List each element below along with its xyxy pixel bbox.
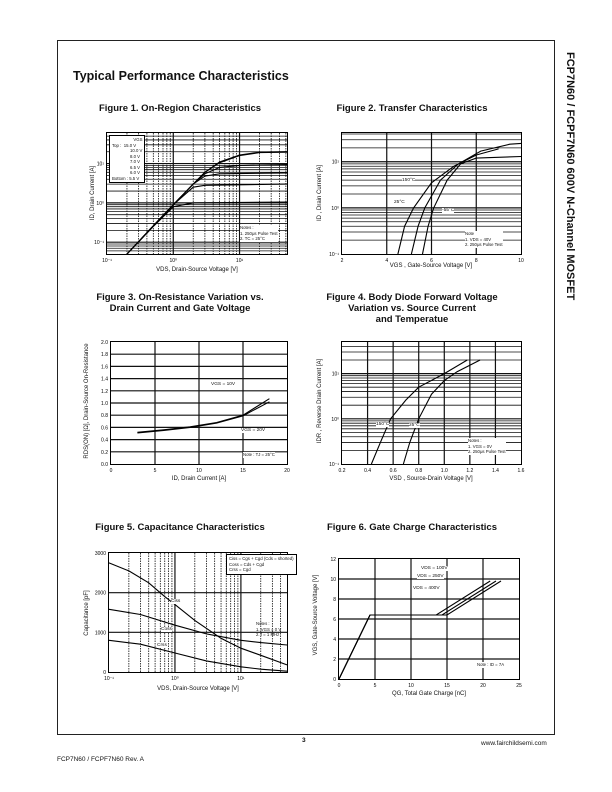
x-tick-label: 10⁰ (171, 676, 179, 682)
curve-label: VGS = 20V (241, 428, 266, 433)
figure-5-title: Figure 5. Capacitance Characteristics (95, 522, 265, 533)
chart-svg (101, 340, 290, 474)
legend-header: VGS (133, 137, 143, 142)
y-tick-label: 1000 (94, 630, 106, 637)
y-tick-label: 10⁰ (96, 200, 104, 207)
x-tick-label: 8 (474, 258, 478, 264)
figure-1-plot (94, 132, 288, 264)
x-tick-label: 1.4 (491, 468, 499, 474)
x-tick-label: 0 (109, 468, 113, 474)
y-tick-label: 0.0 (101, 462, 108, 468)
y-tick-label: 10¹ (331, 371, 339, 378)
x-tick-label: 10 (196, 468, 202, 474)
y-tick-label: 0.4 (101, 437, 108, 444)
x-tick-label: 0.6 (389, 468, 397, 474)
figure-3-title: Figure 3. On-Resistance Variation vs. Drain Current and Gate Voltage (96, 292, 264, 314)
note-line: Notes : (468, 438, 482, 443)
x-tick-label: 5 (153, 468, 157, 474)
notes: Note : TJ = 25°C (243, 452, 275, 457)
series-line (127, 184, 287, 254)
x-tick-label: 1.6 (517, 468, 525, 474)
footer-part: FCP7N60 / FCPF7N60 Rev. A (57, 756, 144, 763)
x-tick-label: 2 (340, 258, 344, 264)
x-tick-label: 20 (480, 683, 486, 689)
x-tick-label: 0.2 (338, 468, 346, 474)
y-tick-label: 10⁻¹ (329, 462, 339, 468)
x-tick-label: 10 (408, 683, 414, 689)
vgs-legend (109, 135, 145, 183)
figure-1-title: Figure 1. On-Region Characteristics (98, 103, 262, 114)
y-tick-label: 0.6 (101, 425, 108, 432)
y-tick-label: 1.4 (101, 376, 108, 383)
y-tick-label: 3000 (94, 551, 106, 557)
y-tick-label: 1.6 (101, 364, 108, 371)
y-axis-label: Capacitance [pF] (84, 590, 90, 636)
x-axis-label: VDS, Drain-Source Voltage [V] (156, 267, 238, 273)
legend-top-label: Top : (112, 142, 122, 148)
y-tick-label: 2.0 (101, 340, 108, 346)
y-tick-label: 0 (333, 677, 336, 683)
notes (468, 438, 506, 455)
note-line: Notes : (256, 621, 270, 626)
x-tick-label: 10¹ (235, 258, 244, 264)
x-tick-label: 10 (518, 258, 524, 264)
legend-value: 7.0 V (130, 159, 141, 164)
note-line: Notes : (240, 225, 254, 230)
x-axis-label: QG, Total Gate Charge [nC] (392, 691, 466, 697)
legend-bottom-label: Bottom : (112, 175, 129, 181)
figure-4-title: Figure 4. Body Diode Forward Voltage Variation vs. Source Current and Temperatue (326, 292, 498, 325)
curve-label: -55°C (442, 208, 455, 213)
legend-value: 8.0 V (130, 153, 141, 159)
y-tick-label: 0.8 (101, 413, 108, 420)
curve-label: Crss (157, 643, 167, 648)
y-axis-label: ID , Drain Current [A] (317, 165, 323, 222)
x-tick-label: 1.2 (466, 468, 474, 474)
note-line: 2. 250μs Pulse Test (465, 242, 503, 247)
x-tick-label: 15 (444, 683, 450, 689)
page-number: 3 (302, 737, 306, 744)
note-line: 2. 250μs Pulse Test (468, 449, 506, 454)
footer-url[interactable]: www.fairchildsemi.com (481, 740, 547, 747)
legend-line: Crss = Cgd (229, 567, 251, 572)
x-tick-label: 20 (284, 468, 290, 474)
series-line (109, 640, 287, 671)
notes (240, 225, 278, 242)
y-axis-label: IDR , Reverse Drain Current [A] (317, 358, 323, 444)
x-tick-label: 1.0 (440, 468, 448, 474)
x-tick-label: 5 (373, 683, 377, 689)
note-line: 1. VGS = 0 V (256, 626, 282, 632)
curve-label: 25°C (409, 423, 420, 428)
figure-6-title: Figure 6. Gate Charge Characteristics (326, 522, 497, 533)
legend-line: Ciss = Cgs + Cgd (Cds = shorted) (229, 556, 294, 561)
x-tick-label: 25 (516, 683, 522, 689)
y-tick-label: 2000 (94, 590, 106, 597)
side-title: FCP7N60 / FCPF7N60 600V N-Channel MOSFET (564, 52, 576, 301)
y-tick-label: 12 (330, 557, 336, 563)
curve-label: VGS = 10V (211, 382, 236, 387)
curve-label: 150°C (402, 178, 416, 183)
x-tick-label: 0.4 (364, 468, 372, 474)
y-tick-label: 1.0 (101, 401, 108, 407)
curve-label: VDS = 400V (413, 586, 440, 591)
series-line (339, 581, 490, 679)
x-tick-label: 0.8 (415, 468, 423, 474)
figure-4-plot (329, 341, 525, 474)
x-tick-label: 0 (337, 683, 341, 689)
legend-value: 10.0 V (130, 148, 143, 153)
section-title: Typical Performance Characteristics (73, 69, 289, 83)
y-tick-label: 10 (330, 577, 336, 583)
notes (256, 621, 281, 638)
legend-value: 6.0 V (130, 170, 141, 175)
note-line: 2. TC = 25°C (240, 236, 265, 241)
x-tick-label: 6 (430, 258, 433, 264)
note-line: 1. VDS = 40V (465, 236, 492, 242)
y-axis-label: VGS, Gate-Source Voltage [V] (313, 574, 319, 656)
notes (465, 231, 503, 248)
figure-6-plot (330, 557, 522, 689)
y-axis-label: RDS(ON) [Ω], Drain-Source On-Resistance (84, 343, 90, 459)
curve-label: VDS = 250V (417, 574, 444, 579)
y-tick-label: 1.2 (101, 388, 108, 395)
curve-label: 150°C (376, 422, 390, 427)
capacitance-legend (226, 554, 297, 575)
y-tick-label: 2 (333, 657, 336, 663)
note-line: 2. f = 1 MHz (256, 632, 280, 637)
x-axis-label: VGS , Gate-Source Voltage [V] (389, 263, 473, 269)
y-tick-label: 4 (333, 637, 336, 643)
y-tick-label: 10¹ (331, 159, 339, 166)
note-line: Note (465, 231, 475, 236)
y-tick-label: 10⁻¹ (329, 252, 339, 258)
figure-2-plot (329, 132, 524, 264)
legend-value: 5.5 V (129, 175, 140, 181)
x-axis-label: ID, Drain Current [A] (171, 476, 227, 482)
legend-line: Coss = Cds + Cgd (229, 561, 265, 567)
note-line: 1. VGS = 0V (468, 443, 493, 449)
y-tick-label: 10⁰ (331, 205, 339, 212)
x-tick-label: 10¹ (237, 676, 245, 682)
x-tick-label: 4 (385, 258, 389, 264)
curve-label: Ciss (171, 599, 181, 604)
curve-label: VDS = 100V (421, 566, 448, 571)
figure-5-plot (94, 551, 294, 682)
x-tick-label: 10⁻¹ (102, 258, 112, 264)
x-tick-label: 10⁻¹ (104, 676, 114, 682)
curve-label: Coss (161, 627, 172, 632)
y-tick-label: 0 (103, 670, 106, 676)
legend-value: 6.5 V (130, 164, 141, 170)
y-tick-label: 8 (333, 597, 336, 603)
y-tick-label: 1.8 (101, 352, 108, 359)
y-tick-label: 10⁻¹ (94, 240, 104, 247)
x-axis-label: VSD , Source-Drain Voltage [V] (389, 476, 473, 482)
y-axis-label: ID, Drain Current [A] (90, 165, 96, 221)
curve-label: 25°C (394, 200, 405, 205)
note-line: 1. 250μs Pulse Test (240, 230, 278, 236)
y-tick-label: 10¹ (96, 161, 104, 168)
y-tick-label: 0.2 (101, 449, 108, 456)
figure-3-plot (101, 340, 290, 474)
x-axis-label: VDS, Drain-Source Voltage [V] (157, 686, 239, 692)
x-tick-label: 15 (240, 468, 246, 474)
legend-value: 15.0 V (123, 142, 137, 148)
y-tick-label: 10⁰ (331, 416, 339, 423)
x-tick-label: 10⁰ (169, 258, 178, 264)
y-tick-label: 6 (333, 617, 336, 623)
notes: Note : ID = 7A (477, 662, 505, 667)
figure-2-title: Figure 2. Transfer Characteristics (336, 103, 488, 114)
